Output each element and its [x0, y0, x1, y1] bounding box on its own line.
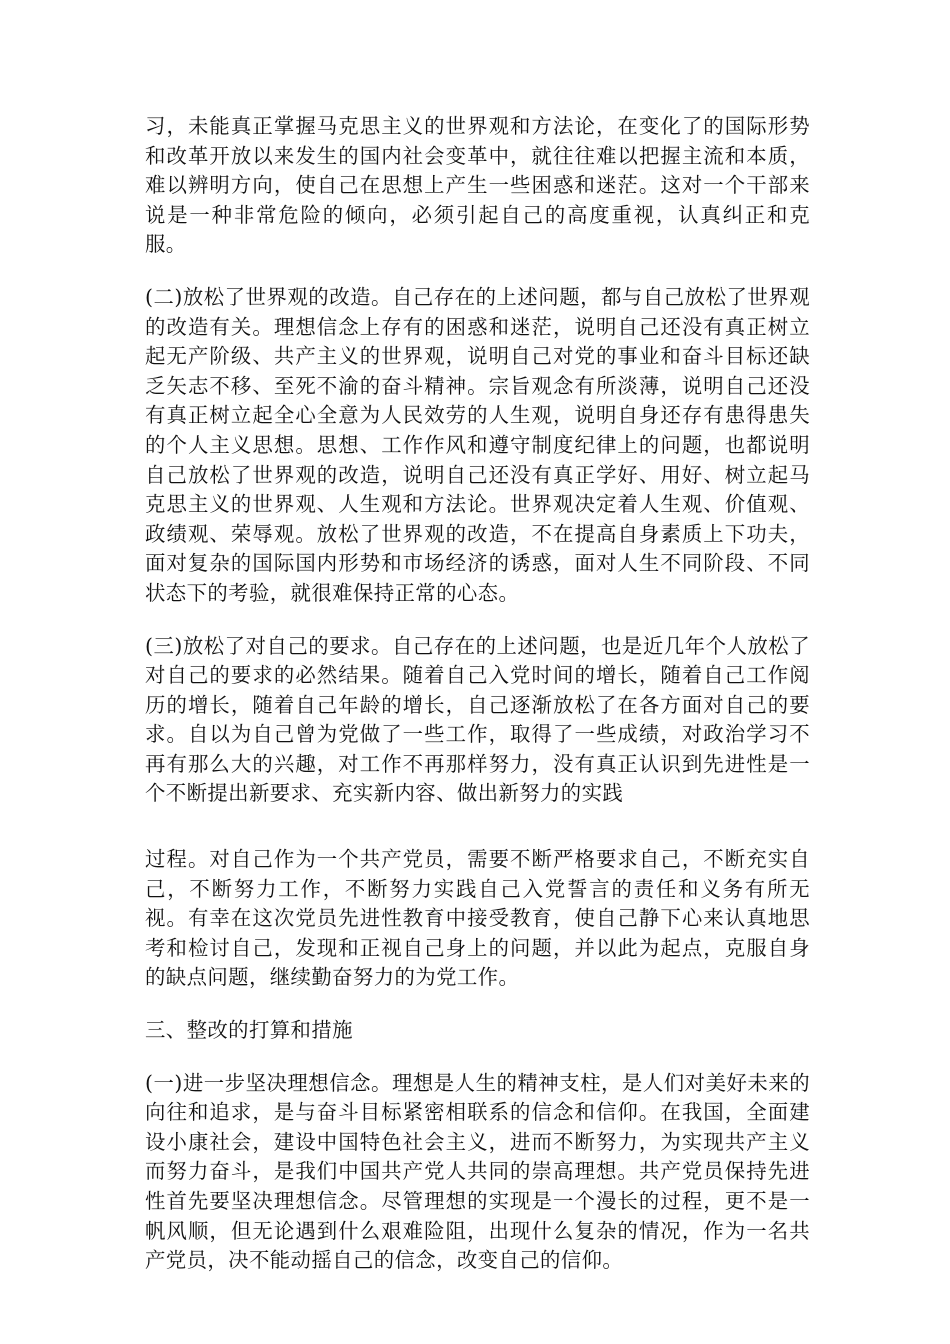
paragraph-process: 过程。对自己作为一个共产党员，需要不断严格要求自己，不断充实自己，不断努力工作，不断努力实践自己入党誓言的责任和义务有所无视。有幸在这次党员先进性教育中接受教育，使自己静下心来认真地思考和检讨自己，发现和正视自己身上的问题，并以此为起点，克服自身的缺点问题，继续勤奋努力的为党工作。 — [145, 847, 810, 990]
paragraph-worldview: (二)放松了世界观的改造。自己存在的上述问题，都与自己放松了世界观的改造有关。理想信念上存有的困惑和迷茫，说明自己还没有真正树立起无产阶级、共产主义的世界观，说明自己对党的事业和奋斗目标还缺乏矢志不移、至死不渝的奋斗精神。宗旨观念有所淡薄，说明自己还没有真正树立起全心全意为人民效劳的人生观，说明自身还存有患得患失的个人主义思想。思想、工作作风和遵守制度纪律上的问题，也都说明自己放松了世界观的改造，说明自己还没有真正学好、用好、树立起马克思主义的世界观、人生观和方法论。世界观决定着人生观、价值观、政绩观、荣辱观。放松了世界观的改造，不在提高自身素质上下功夫，面对复杂的国际国内形势和市场经济的诱惑，面对人生不同阶段、不同状态下的考验，就很难保持正常的心态。 — [145, 284, 810, 605]
paragraph-self-requirements: (三)放松了对自己的要求。自己存在的上述问题，也是近几年个人放松了对自己的要求的必然结果。随着自己入党时间的增长，随着自己工作阅历的增长，随着自己年龄的增长，自己逐渐放松了在各方面对自己的要求。自以为自己曾为党做了一些工作，取得了一些成绩，对政治学习不再有那么大的兴趣，对工作不再那样努力，没有真正认识到先进性是一个不断提出新要求、充实新内容、做出新努力的实践 — [145, 633, 810, 806]
paragraph-ideals: (一)进一步坚决理想信念。理想是人生的精神支柱，是人们对美好未来的向往和追求，是与奋斗目标紧密相联系的信念和信仰。在我国，全面建设小康社会，建设中国特色社会主义，进而不断努力，为实现共产主义而努力奋斗，是我们中国共产党人共同的崇高理想。共产党员保持先进性首先要坚决理想信念。尽管理想的实现是一个漫长的过程，更不是一帆风顺，但无论遇到什么艰难险阻，出现什么复杂的情况，作为一名共产党员，决不能动摇自己的信念，改变自己的信仰。 — [145, 1070, 810, 1273]
document-body — [145, 112, 810, 1276]
paragraph-continuation: 习，未能真正掌握马克思主义的世界观和方法论，在变化了的国际形势和改革开放以来发生的国内社会变革中，就往往难以把握主流和本质，难以辨明方向，使自己在思想上产生一些困惑和迷茫。这对一个干部来说是一种非常危险的倾向，必须引起自己的高度重视，认真纠正和克服。 — [145, 114, 810, 257]
section-heading: 三、整改的打算和措施 — [145, 1018, 353, 1043]
